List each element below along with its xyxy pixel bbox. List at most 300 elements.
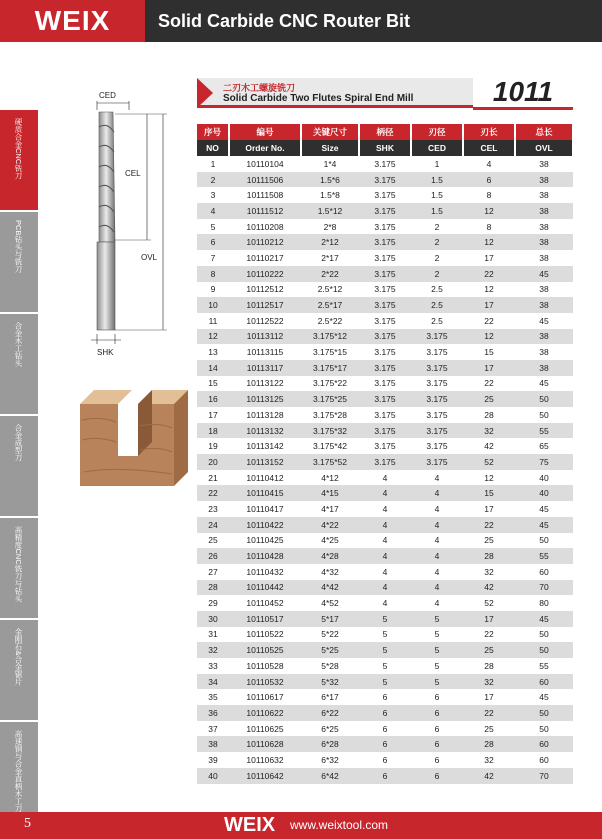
cell-cel: 17 — [463, 360, 515, 376]
cell-shk: 6 — [359, 768, 411, 784]
cell-size: 1*4 — [301, 156, 359, 172]
cell-no: 28 — [197, 580, 229, 596]
table-row — [197, 282, 573, 298]
cell-size: 2.5*17 — [301, 297, 359, 313]
cell-no: 30 — [197, 611, 229, 627]
cell-cel: 8 — [463, 187, 515, 203]
table-row — [197, 580, 573, 596]
table-row — [197, 689, 573, 705]
cell-no: 12 — [197, 329, 229, 345]
cell-ovl: 40 — [515, 485, 573, 501]
cell-no: 38 — [197, 736, 229, 752]
footer-brand-logo: WEIX — [224, 814, 276, 836]
cell-cel: 12 — [463, 234, 515, 250]
cell-size: 2*8 — [301, 219, 359, 235]
cell-order: 10113152 — [229, 454, 301, 470]
side-tab-carbide-cnc[interactable]: 硬质合金CNC铣刀 — [0, 110, 38, 212]
cell-shk: 4 — [359, 548, 411, 564]
cell-shk: 3.175 — [359, 250, 411, 266]
cell-cel: 12 — [463, 203, 515, 219]
side-tab-precision-cnc[interactable]: 高精度CNC铣刀与钻头 — [0, 518, 38, 620]
cell-no: 19 — [197, 438, 229, 454]
cell-cel: 22 — [463, 517, 515, 533]
cell-size: 2*22 — [301, 266, 359, 282]
cell-order: 10112512 — [229, 282, 301, 298]
header-en-ced: CED — [411, 140, 463, 156]
table-row — [197, 564, 573, 580]
table-header-en — [197, 140, 573, 156]
cell-order: 10113142 — [229, 438, 301, 454]
cell-order: 10113115 — [229, 344, 301, 360]
model-number: 1011 — [473, 74, 573, 110]
product-name-en: Solid Carbide Two Flutes Spiral End Mill — [223, 93, 414, 104]
product-name-cn: 二刃木工螺旋铣刀 — [223, 83, 296, 93]
cell-shk: 3.175 — [359, 203, 411, 219]
cell-ovl: 65 — [515, 438, 573, 454]
page-number: 5 — [24, 816, 31, 831]
cell-size: 4*22 — [301, 517, 359, 533]
table-row — [197, 674, 573, 690]
cell-ced: 3.175 — [411, 423, 463, 439]
cell-ovl: 38 — [515, 344, 573, 360]
cell-cel: 12 — [463, 282, 515, 298]
cell-ced: 6 — [411, 689, 463, 705]
cell-no: 3 — [197, 187, 229, 203]
cell-size: 5*17 — [301, 611, 359, 627]
cell-ovl: 50 — [515, 391, 573, 407]
cell-no: 16 — [197, 391, 229, 407]
cell-size: 4*17 — [301, 501, 359, 517]
cell-order: 10110428 — [229, 548, 301, 564]
cell-order: 10110525 — [229, 642, 301, 658]
cell-order: 10112522 — [229, 313, 301, 329]
cell-no: 33 — [197, 658, 229, 674]
table-row — [197, 658, 573, 674]
cell-no: 24 — [197, 517, 229, 533]
cell-cel: 25 — [463, 533, 515, 549]
cell-size: 4*12 — [301, 470, 359, 486]
table-row — [197, 360, 573, 376]
top-header-bar — [0, 0, 602, 42]
cell-size: 5*25 — [301, 642, 359, 658]
header-cn-shk: 柄径 — [359, 124, 411, 140]
cell-cel: 32 — [463, 674, 515, 690]
cell-ovl: 50 — [515, 407, 573, 423]
cell-ced: 1.5 — [411, 187, 463, 203]
table-row — [197, 266, 573, 282]
cell-cel: 8 — [463, 219, 515, 235]
cell-shk: 6 — [359, 689, 411, 705]
cell-no: 23 — [197, 501, 229, 517]
cell-ovl: 60 — [515, 674, 573, 690]
cell-size: 2.5*12 — [301, 282, 359, 298]
cell-ovl: 45 — [515, 517, 573, 533]
cell-order: 10111512 — [229, 203, 301, 219]
cell-ovl: 45 — [515, 266, 573, 282]
cell-no: 32 — [197, 642, 229, 658]
cell-shk: 3.175 — [359, 187, 411, 203]
cell-ovl: 38 — [515, 172, 573, 188]
cell-ced: 2 — [411, 266, 463, 282]
cell-ced: 4 — [411, 501, 463, 517]
page-title: Solid Carbide CNC Router Bit — [158, 11, 411, 31]
cell-cel: 25 — [463, 721, 515, 737]
table-row — [197, 768, 573, 784]
cell-ced: 5 — [411, 674, 463, 690]
cell-order: 10110528 — [229, 658, 301, 674]
cell-no: 4 — [197, 203, 229, 219]
cell-no: 15 — [197, 376, 229, 392]
cell-no: 37 — [197, 721, 229, 737]
table-row — [197, 533, 573, 549]
table-row — [197, 548, 573, 564]
cell-ced: 6 — [411, 736, 463, 752]
header-cn-order: 编号 — [229, 124, 301, 140]
cell-no: 27 — [197, 564, 229, 580]
cell-shk: 4 — [359, 595, 411, 611]
cell-shk: 3.175 — [359, 234, 411, 250]
cell-no: 9 — [197, 282, 229, 298]
cell-order: 10112517 — [229, 297, 301, 313]
cell-ced: 4 — [411, 595, 463, 611]
ced-label: CED — [99, 92, 116, 100]
cell-cel: 22 — [463, 705, 515, 721]
cell-size: 5*32 — [301, 674, 359, 690]
cell-ovl: 60 — [515, 736, 573, 752]
cell-ovl: 45 — [515, 313, 573, 329]
cell-shk: 6 — [359, 705, 411, 721]
header-cn-no: 序号 — [197, 124, 229, 140]
cell-ced: 1.5 — [411, 203, 463, 219]
cell-ced: 6 — [411, 768, 463, 784]
cell-size: 3.175*32 — [301, 423, 359, 439]
cell-no: 5 — [197, 219, 229, 235]
cell-ovl: 38 — [515, 297, 573, 313]
cell-order: 10110522 — [229, 627, 301, 643]
cell-cel: 32 — [463, 423, 515, 439]
cell-shk: 4 — [359, 533, 411, 549]
cell-no: 11 — [197, 313, 229, 329]
header-en-cel: CEL — [463, 140, 515, 156]
cell-order: 10113112 — [229, 329, 301, 345]
cell-size: 4*42 — [301, 580, 359, 596]
cell-cel: 52 — [463, 595, 515, 611]
cell-order: 10110212 — [229, 234, 301, 250]
cell-size: 2.5*22 — [301, 313, 359, 329]
cell-order: 10110415 — [229, 485, 301, 501]
category-side-tabs — [0, 110, 38, 824]
cell-size: 6*22 — [301, 705, 359, 721]
cell-ced: 4 — [411, 533, 463, 549]
cell-no: 31 — [197, 627, 229, 643]
cell-cel: 28 — [463, 407, 515, 423]
cell-order: 10113128 — [229, 407, 301, 423]
table-row — [197, 721, 573, 737]
cell-ced: 1 — [411, 156, 463, 172]
header-en-order: Order No. — [229, 140, 301, 156]
cell-no: 25 — [197, 533, 229, 549]
cell-no: 17 — [197, 407, 229, 423]
cell-shk: 4 — [359, 485, 411, 501]
cell-cel: 6 — [463, 172, 515, 188]
cell-ced: 4 — [411, 564, 463, 580]
header-cn-ced: 刃径 — [411, 124, 463, 140]
cell-shk: 6 — [359, 736, 411, 752]
cell-shk: 4 — [359, 580, 411, 596]
cell-ovl: 75 — [515, 454, 573, 470]
cell-ced: 3.175 — [411, 407, 463, 423]
cell-shk: 5 — [359, 611, 411, 627]
spec-table-body — [197, 156, 573, 784]
cell-shk: 6 — [359, 721, 411, 737]
table-row — [197, 391, 573, 407]
cell-shk: 3.175 — [359, 423, 411, 439]
table-row — [197, 705, 573, 721]
cell-ovl: 38 — [515, 187, 573, 203]
cell-no: 7 — [197, 250, 229, 266]
cell-shk: 3.175 — [359, 266, 411, 282]
cell-cel: 17 — [463, 297, 515, 313]
header-en-no: NO — [197, 140, 229, 156]
cell-shk: 3.175 — [359, 391, 411, 407]
cell-ovl: 50 — [515, 721, 573, 737]
cell-cel: 15 — [463, 485, 515, 501]
cell-no: 14 — [197, 360, 229, 376]
cell-order: 10110422 — [229, 517, 301, 533]
side-tab-saw-blade[interactable]: 金刚石&合金锯片 — [0, 620, 38, 722]
cell-shk: 3.175 — [359, 297, 411, 313]
cell-cel: 17 — [463, 689, 515, 705]
cell-ced: 3.175 — [411, 329, 463, 345]
table-row — [197, 485, 573, 501]
table-row — [197, 423, 573, 439]
cell-ovl: 55 — [515, 658, 573, 674]
table-row — [197, 595, 573, 611]
table-row — [197, 501, 573, 517]
cell-cel: 25 — [463, 391, 515, 407]
router-bit-drawing — [85, 92, 185, 362]
brand-logo: WEIX — [0, 0, 145, 42]
cell-ced: 4 — [411, 580, 463, 596]
cell-size: 3.175*52 — [301, 454, 359, 470]
cell-size: 5*22 — [301, 627, 359, 643]
cell-ced: 5 — [411, 627, 463, 643]
cell-no: 26 — [197, 548, 229, 564]
cell-no: 13 — [197, 344, 229, 360]
table-row — [197, 344, 573, 360]
cell-cel: 17 — [463, 611, 515, 627]
cell-ced: 2.5 — [411, 313, 463, 329]
cell-size: 4*52 — [301, 595, 359, 611]
table-row — [197, 752, 573, 768]
cell-order: 10113132 — [229, 423, 301, 439]
cell-size: 6*42 — [301, 768, 359, 784]
cell-cel: 42 — [463, 768, 515, 784]
cell-no: 6 — [197, 234, 229, 250]
cell-cel: 4 — [463, 156, 515, 172]
cell-shk: 3.175 — [359, 438, 411, 454]
cell-no: 40 — [197, 768, 229, 784]
cell-ced: 3.175 — [411, 454, 463, 470]
cell-ovl: 38 — [515, 250, 573, 266]
table-row — [197, 736, 573, 752]
cell-ced: 2.5 — [411, 282, 463, 298]
table-row — [197, 313, 573, 329]
cell-order: 10110617 — [229, 689, 301, 705]
cell-shk: 6 — [359, 752, 411, 768]
cell-shk: 5 — [359, 627, 411, 643]
cell-shk: 3.175 — [359, 407, 411, 423]
cell-size: 3.175*12 — [301, 329, 359, 345]
table-row — [197, 203, 573, 219]
cell-size: 3.175*15 — [301, 344, 359, 360]
table-row — [197, 407, 573, 423]
cell-no: 22 — [197, 485, 229, 501]
cell-ovl: 38 — [515, 219, 573, 235]
cell-ovl: 70 — [515, 768, 573, 784]
cell-cel: 42 — [463, 438, 515, 454]
cell-no: 39 — [197, 752, 229, 768]
cell-no: 10 — [197, 297, 229, 313]
cell-order: 10110642 — [229, 768, 301, 784]
cell-ovl: 38 — [515, 156, 573, 172]
cell-order: 10113122 — [229, 376, 301, 392]
cell-ovl: 80 — [515, 595, 573, 611]
cell-shk: 4 — [359, 564, 411, 580]
cell-shk: 3.175 — [359, 282, 411, 298]
cell-ced: 2.5 — [411, 297, 463, 313]
cell-order: 10111508 — [229, 187, 301, 203]
table-row — [197, 470, 573, 486]
cell-ced: 4 — [411, 548, 463, 564]
side-tab-profile-cutter[interactable]: 合金成型刀 — [0, 416, 38, 518]
header-cn-ovl: 总长 — [515, 124, 573, 140]
cell-ovl: 50 — [515, 627, 573, 643]
cell-size: 6*25 — [301, 721, 359, 737]
cell-size: 3.175*22 — [301, 376, 359, 392]
cell-ovl: 38 — [515, 203, 573, 219]
cell-cel: 32 — [463, 752, 515, 768]
cell-cel: 15 — [463, 344, 515, 360]
cell-cel: 12 — [463, 470, 515, 486]
footer-bar — [0, 812, 602, 839]
cell-ced: 4 — [411, 485, 463, 501]
footer-website-link[interactable]: www.weixtool.com — [290, 818, 389, 832]
cell-ovl: 55 — [515, 423, 573, 439]
product-title-banner — [197, 78, 473, 108]
cell-no: 1 — [197, 156, 229, 172]
cell-cel: 17 — [463, 501, 515, 517]
cell-ovl: 45 — [515, 501, 573, 517]
cell-order: 10110412 — [229, 470, 301, 486]
cell-ovl: 38 — [515, 282, 573, 298]
table-header-cn — [197, 124, 573, 140]
table-row — [197, 187, 573, 203]
cell-no: 34 — [197, 674, 229, 690]
cell-order: 10110532 — [229, 674, 301, 690]
cell-size: 3.175*42 — [301, 438, 359, 454]
cell-ced: 5 — [411, 658, 463, 674]
cell-size: 3.175*17 — [301, 360, 359, 376]
table-row — [197, 219, 573, 235]
cell-ovl: 50 — [515, 533, 573, 549]
table-row — [197, 611, 573, 627]
cell-ced: 4 — [411, 470, 463, 486]
cell-shk: 3.175 — [359, 172, 411, 188]
cell-cel: 25 — [463, 642, 515, 658]
cell-order: 10110628 — [229, 736, 301, 752]
cell-size: 1.5*12 — [301, 203, 359, 219]
table-row — [197, 329, 573, 345]
table-row — [197, 627, 573, 643]
cell-no: 36 — [197, 705, 229, 721]
cell-ced: 5 — [411, 642, 463, 658]
cell-shk: 3.175 — [359, 156, 411, 172]
table-row — [197, 234, 573, 250]
cell-cel: 22 — [463, 313, 515, 329]
cell-ovl: 60 — [515, 752, 573, 768]
cell-size: 1.5*8 — [301, 187, 359, 203]
cell-shk: 5 — [359, 658, 411, 674]
cell-ced: 3.175 — [411, 360, 463, 376]
cell-size: 4*28 — [301, 548, 359, 564]
header-cn-cel: 刃长 — [463, 124, 515, 140]
cell-cel: 22 — [463, 376, 515, 392]
table-row — [197, 642, 573, 658]
cell-order: 10110622 — [229, 705, 301, 721]
cell-no: 35 — [197, 689, 229, 705]
cell-ced: 5 — [411, 611, 463, 627]
cell-cel: 17 — [463, 250, 515, 266]
table-row — [197, 250, 573, 266]
cell-ced: 1.5 — [411, 172, 463, 188]
cell-cel: 22 — [463, 627, 515, 643]
cell-size: 2*17 — [301, 250, 359, 266]
table-row — [197, 172, 573, 188]
cell-no: 29 — [197, 595, 229, 611]
cell-shk: 3.175 — [359, 219, 411, 235]
cell-ced: 2 — [411, 250, 463, 266]
side-tab-wood-drill[interactable]: 合金木工钻头 — [0, 314, 38, 416]
cel-label: CEL — [125, 169, 141, 178]
cell-order: 10110217 — [229, 250, 301, 266]
cell-order: 10110417 — [229, 501, 301, 517]
cell-ovl: 50 — [515, 642, 573, 658]
cell-shk: 3.175 — [359, 329, 411, 345]
cell-size: 6*28 — [301, 736, 359, 752]
side-tab-pcb[interactable]: PCB钻头与铣刀 — [0, 212, 38, 314]
cell-ced: 6 — [411, 752, 463, 768]
side-tab-straight-shank[interactable]: 高速钢与合金直柄木工刀 — [0, 722, 38, 824]
cell-size: 3.175*28 — [301, 407, 359, 423]
cell-no: 18 — [197, 423, 229, 439]
cell-shk: 5 — [359, 642, 411, 658]
cell-size: 2*12 — [301, 234, 359, 250]
cell-ovl: 50 — [515, 705, 573, 721]
cell-size: 3.175*25 — [301, 391, 359, 407]
cell-ced: 3.175 — [411, 438, 463, 454]
cell-ovl: 45 — [515, 689, 573, 705]
cell-cel: 28 — [463, 736, 515, 752]
cell-order: 10110432 — [229, 564, 301, 580]
cell-ced: 4 — [411, 517, 463, 533]
cell-order: 10110452 — [229, 595, 301, 611]
cell-size: 4*25 — [301, 533, 359, 549]
cell-ced: 3.175 — [411, 391, 463, 407]
shk-label: SHK — [97, 348, 114, 357]
cell-order: 10110517 — [229, 611, 301, 627]
cell-ced: 2 — [411, 234, 463, 250]
